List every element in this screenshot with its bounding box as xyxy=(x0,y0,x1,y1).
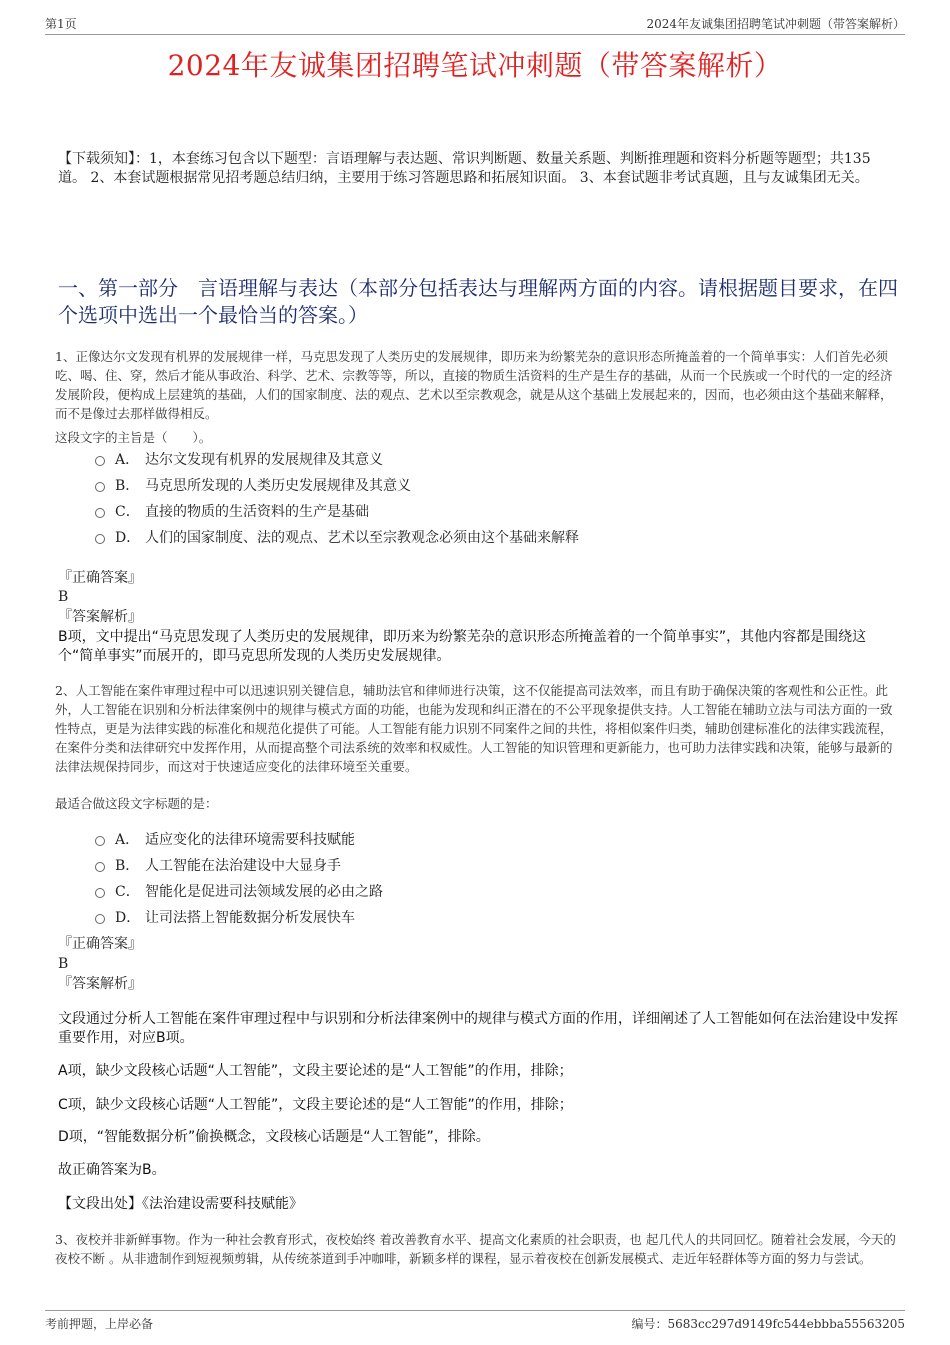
radio-icon[interactable] xyxy=(95,862,105,872)
analysis-text: B项，文中提出“马克思发现了人类历史的发展规律，即历来为纷繁芜杂的意识形态所掩盖着的一个简单事实”，其他内容都是围绕这个“简单事实”而展开的，即马克思所发现的人类历史发展规律。 xyxy=(58,629,867,664)
analysis-label: 『答案解析』 xyxy=(58,976,142,992)
radio-icon[interactable] xyxy=(95,508,105,518)
radio-icon[interactable] xyxy=(95,482,105,492)
footer-slogan: 考前押题，上岸必备 xyxy=(45,1317,154,1331)
option-c[interactable]: C． 直接的物质的生活资料的生产是基础 xyxy=(95,498,579,524)
section-heading: 一、第一部分 言语理解与表达（本部分包括表达与理解两方面的内容。请根据题目要求，在四个选项中选出一个最恰当的答案。） xyxy=(58,276,898,327)
option-a[interactable]: A． 适应变化的法律环境需要科技赋能 xyxy=(95,826,383,852)
page-header xyxy=(45,14,905,35)
answer-label: 『正确答案』 xyxy=(58,570,142,586)
option-a[interactable]: A． 达尔文发现有机界的发展规律及其意义 xyxy=(95,446,579,472)
radio-icon[interactable] xyxy=(95,836,105,846)
question-2-stem: 2、人工智能在案件审理过程中可以迅速识别关键信息，辅助法官和律师进行决策，这不仅能提高司法效率，而且有助于确保决策的客观性和公正性。此外，人工智能在识别和分析法律案例中的规律与模式方面的功能，也能为发现和纠正潜在的不公平现象提供支持。人工智能在辅助立法与司法方面的一致性特点，更是为法律实践的标准化和规范化提供了可能。人工智能有能力识别不同案件之间的共性，将相似案件归类，辅助创建标准化的法律实践流程，在案件分类和法律研究中发挥作用，从而提高整个司法系统的效率和权威性。人工智能的知识管理和更新能力，也可助力法律实践和决策，能够与最新的法律法规保持同步，而这对于快速适应变化的法律环境至关重要。 xyxy=(55,683,893,774)
download-notice: 【下载须知】：1，本套练习包含以下题型：言语理解与表达题、常识判断题、数量关系题、判断推理题和资料分析题等题型；共135道。 2、本套试题根据常见招考题总结归纳，主要用于练习答题思路和拓展知识面。 3、本套试题非考试真题，且与友诚集团无关。 xyxy=(58,151,871,186)
analysis-line-a: A项，缺少文段核心话题“人工智能”，文段主要论述的是“人工智能”的作用，排除； xyxy=(58,1063,573,1079)
header-doc-title: 2024年友诚集团招聘笔试冲刺题（带答案解析） xyxy=(646,17,905,31)
analysis-text: 文段通过分析人工智能在案件审理过程中与识别和分析法律案例中的规律与模式方面的作用，详细阐述了人工智能如何在法治建设中发挥重要作用，对应B项。 xyxy=(58,1011,898,1046)
analysis-conclusion: 故正确答案为B。 xyxy=(58,1162,166,1178)
radio-icon[interactable] xyxy=(95,534,105,544)
analysis-line-d: D项，“智能数据分析”偷换概念，文段核心话题是“人工智能”，排除。 xyxy=(58,1129,490,1145)
option-c[interactable]: C． 智能化是促进司法领域发展的必由之路 xyxy=(95,878,383,904)
passage-source: 【文段出处】《法治建设需要科技赋能》 xyxy=(58,1196,303,1212)
page-number: 第1页 xyxy=(45,17,77,31)
analysis-line-c: C项，缺少文段核心话题“人工智能”，文段主要论述的是“人工智能”的作用，排除； xyxy=(58,1097,573,1113)
question-3-stem: 3、夜校并非新鲜事物。作为一种社会教育形式，夜校始终 着改善教育水平、提高文化素质的社会职责，也 起几代人的共同回忆。随着社会发展，今天的夜校不断 。从非遗制作到短视频剪辑，从传统茶道到手冲咖啡，新颖多样的课程，显示着夜校在创新发展模式、走近年轻群体等方面的努力与尝试。 xyxy=(55,1232,896,1266)
analysis-label: 『答案解析』 xyxy=(58,609,142,625)
question-1-stem: 1、正像达尔文发现有机界的发展规律一样，马克思发现了人类历史的发展规律，即历来为纷繁芜杂的意识形态所掩盖着的一个简单事实：人们首先必须吃、喝、住、穿，然后才能从事政治、科学、艺术、宗教等等，所以，直接的物质生活资料的生产是生存的基础，从而一个民族或一个时代的一定的经济发展阶段，便构成上层建筑的基础，人们的国家制度、法的观点、艺术以至宗教观念，就是从这个基础上发展起来的，因而，也必须由这个基础来解释，而不是像过去那样做得相反。 xyxy=(55,349,893,421)
answer-value: B xyxy=(58,956,69,972)
page-footer xyxy=(45,1310,905,1332)
document-title: 2024年友诚集团招聘笔试冲刺题（带答案解析） xyxy=(167,49,783,82)
radio-icon[interactable] xyxy=(95,914,105,924)
answer-value: B xyxy=(58,589,69,605)
radio-icon[interactable] xyxy=(95,888,105,898)
answer-label: 『正确答案』 xyxy=(58,936,142,952)
option-b[interactable]: B． 马克思所发现的人类历史发展规律及其意义 xyxy=(95,472,579,498)
footer-serial: 编号：5683cc297d9149fc544ebbba55563205 xyxy=(631,1317,905,1331)
option-b[interactable]: B． 人工智能在法治建设中大显身手 xyxy=(95,852,383,878)
radio-icon[interactable] xyxy=(95,456,105,466)
question-1-ask: 这段文字的主旨是（ ）。 xyxy=(55,430,212,445)
question-2-options xyxy=(95,826,383,930)
question-1-options xyxy=(95,446,579,550)
option-d[interactable]: D． 人们的国家制度、法的观点、艺术以至宗教观念必须由这个基础来解释 xyxy=(95,524,579,550)
option-d[interactable]: D． 让司法搭上智能数据分析发展快车 xyxy=(95,904,383,930)
question-2-ask: 最适合做这段文字标题的是： xyxy=(55,796,218,811)
